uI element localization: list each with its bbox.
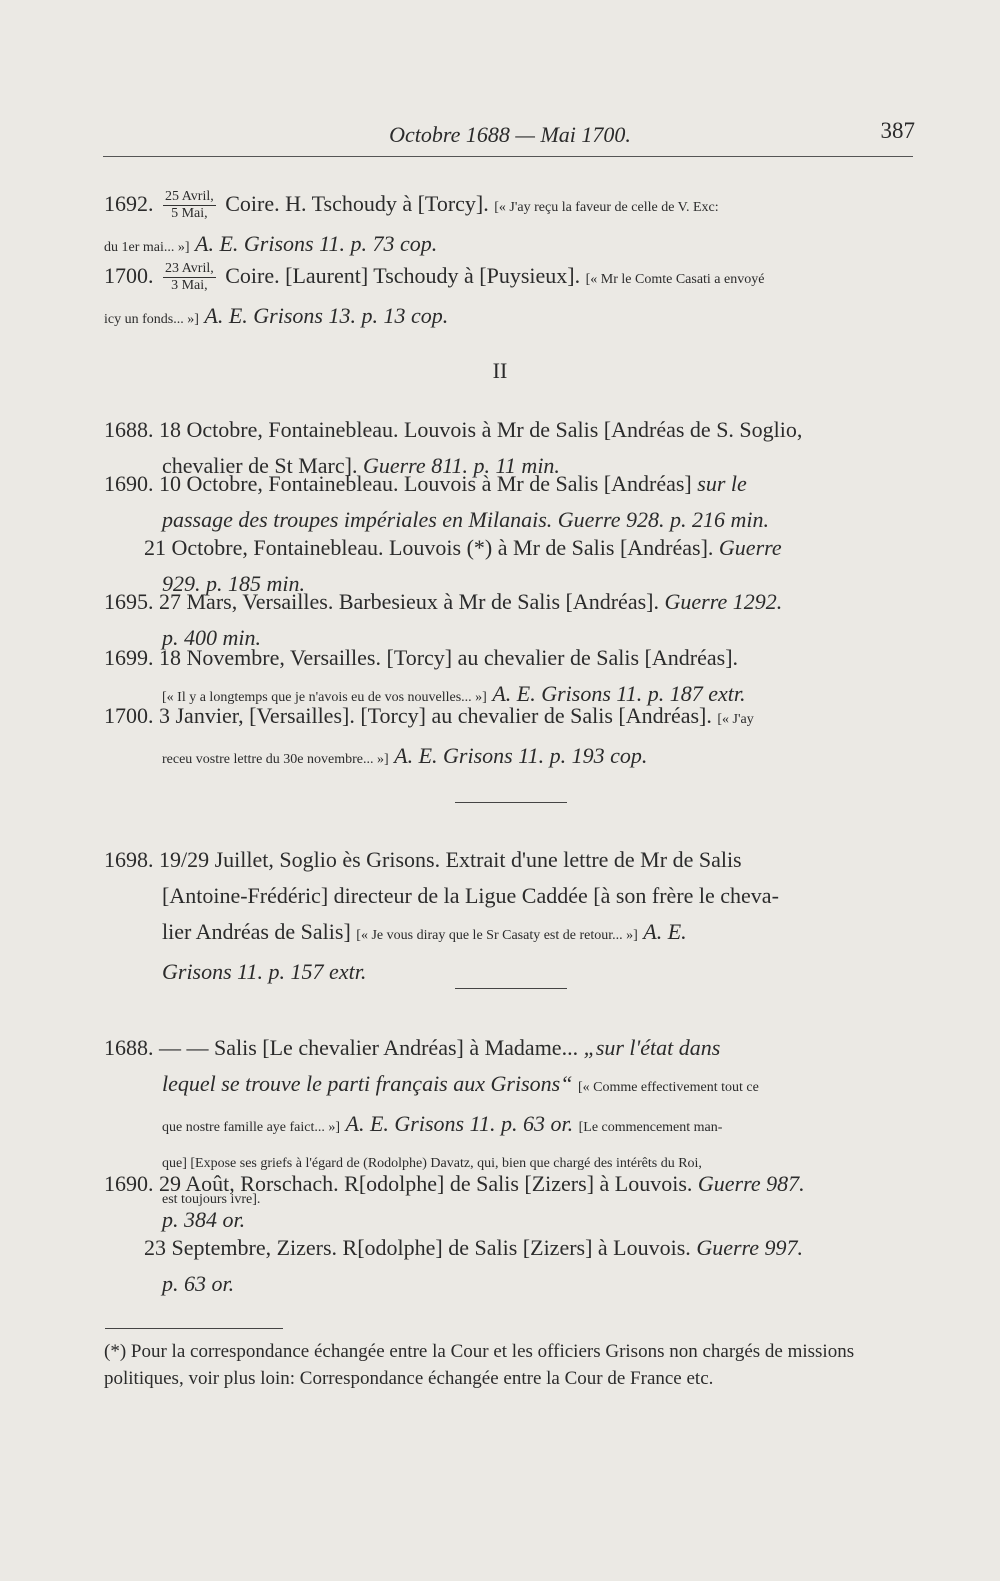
date-fraction: $\frac{\text{23 Avril,}}{\text{3 Mai,}}$ bbox=[165, 261, 214, 294]
header-rule bbox=[103, 156, 913, 157]
running-title: Octobre 1688 — Mai 1700. bbox=[389, 122, 631, 147]
entry-1692: 1692. $\frac{\text{25 Avril,}}{\text{5 Mai,}}$ Coire. H. Tschoudy à [Torcy]. [« J'ay reçu la faveur de celle de V. Exc: du 1er mai... »] A. E. Grisons 11. p. 73 cop. bbox=[104, 189, 719, 256]
entry-1695: 1695. 27 Mars, Versailles. Barbesieux à Mr de Salis [Andréas]. Guerre 1292. p. 400 min. bbox=[104, 589, 783, 650]
entry-1690-sep: 23 Septembre, Zizers. R[odolphe] de Salis [Zizers] à Louvois. Guerre 997. p. 63 or. bbox=[144, 1235, 804, 1296]
entry-1690-oct-21: 21 Octobre, Fontainebleau. Louvois (*) à Mr de Salis [Andréas]. Guerre 929. p. 185 min. bbox=[144, 535, 782, 596]
entry-1688-oct: 1688. 18 Octobre, Fontainebleau. Louvois à Mr de Salis [Andréas de S. Soglio, chevalier de St Marc]. Guerre 811. p. 11 min. bbox=[104, 417, 803, 478]
separator-rule bbox=[455, 988, 567, 989]
footnote: (*) Pour la correspondance échangée entre la Cour et les officiers Grisons non chargés de missions politiques, voir plus loin: Correspondance échangée entre la Cour de France etc. bbox=[104, 1341, 855, 1389]
date-fraction: $\frac{\text{25 Avril,}}{\text{5 Mai,}}$ bbox=[165, 189, 214, 222]
footnote-rule bbox=[105, 1328, 283, 1329]
entry-1688-madame: 1688. — — Salis [Le chevalier Andréas] à Madame... „sur l'état dans lequel se trouve le parti français aux Grisons“ [« Comme effectivement tout ce que nostre famille aye faict... »] A. E. Grisons 11. p. 63 or. [Le commencement man- que] [Expose ses griefs à l'égard de (Rodolphe) Davatz, qui, bien que chargé des intérêts du Roi, est toujours ivre]. bbox=[104, 1035, 759, 1207]
entry-1690-aug: 1690. 29 Août, Rorschach. R[odolphe] de Salis [Zizers] à Louvois. Guerre 987. p. 384 or. bbox=[104, 1171, 805, 1232]
entry-1690-oct: 1690. 10 Octobre, Fontainebleau. Louvois à Mr de Salis [Andréas] sur le passage des troupes impériales en Milanais. Guerre 928. p. 216 min. bbox=[104, 471, 769, 532]
section-heading: II bbox=[492, 358, 508, 383]
entry-1700-a: 1700. $\frac{\text{23 Avril,}}{\text{3 Mai,}}$ Coire. [Laurent] Tschoudy à [Puysieux]. [« Mr le Comte Casati a envoyé icy un fonds... »] A. E. Grisons 13. p. 13 cop. bbox=[104, 261, 765, 328]
entry-1699: 1699. 18 Novembre, Versailles. [Torcy] au chevalier de Salis [Andréas]. [« Il y a longtemps que je n'avois eu de vos nouvelles... »] A. E. Grisons 11. p. 187 extr. bbox=[104, 645, 746, 706]
separator-rule bbox=[455, 802, 567, 803]
page-header bbox=[105, 118, 915, 158]
page-number: 387 bbox=[880, 118, 915, 143]
entry-1700-jan: 1700. 3 Janvier, [Versailles]. [Torcy] au chevalier de Salis [Andréas]. [« J'ay receu vostre lettre du 30e novembre... »] A. E. Grisons 11. p. 193 cop. bbox=[104, 703, 754, 768]
entry-1698: 1698. 19/29 Juillet, Soglio ès Grisons. Extrait d'une lettre de Mr de Salis [Antoine-Frédéric] directeur de la Ligue Caddée [à son frère le cheva- lier Andréas de Salis] [« Je vous diray que le Sr Casaty est de retour... »] A. E. Grisons 11. p. 157 extr. bbox=[104, 847, 779, 984]
